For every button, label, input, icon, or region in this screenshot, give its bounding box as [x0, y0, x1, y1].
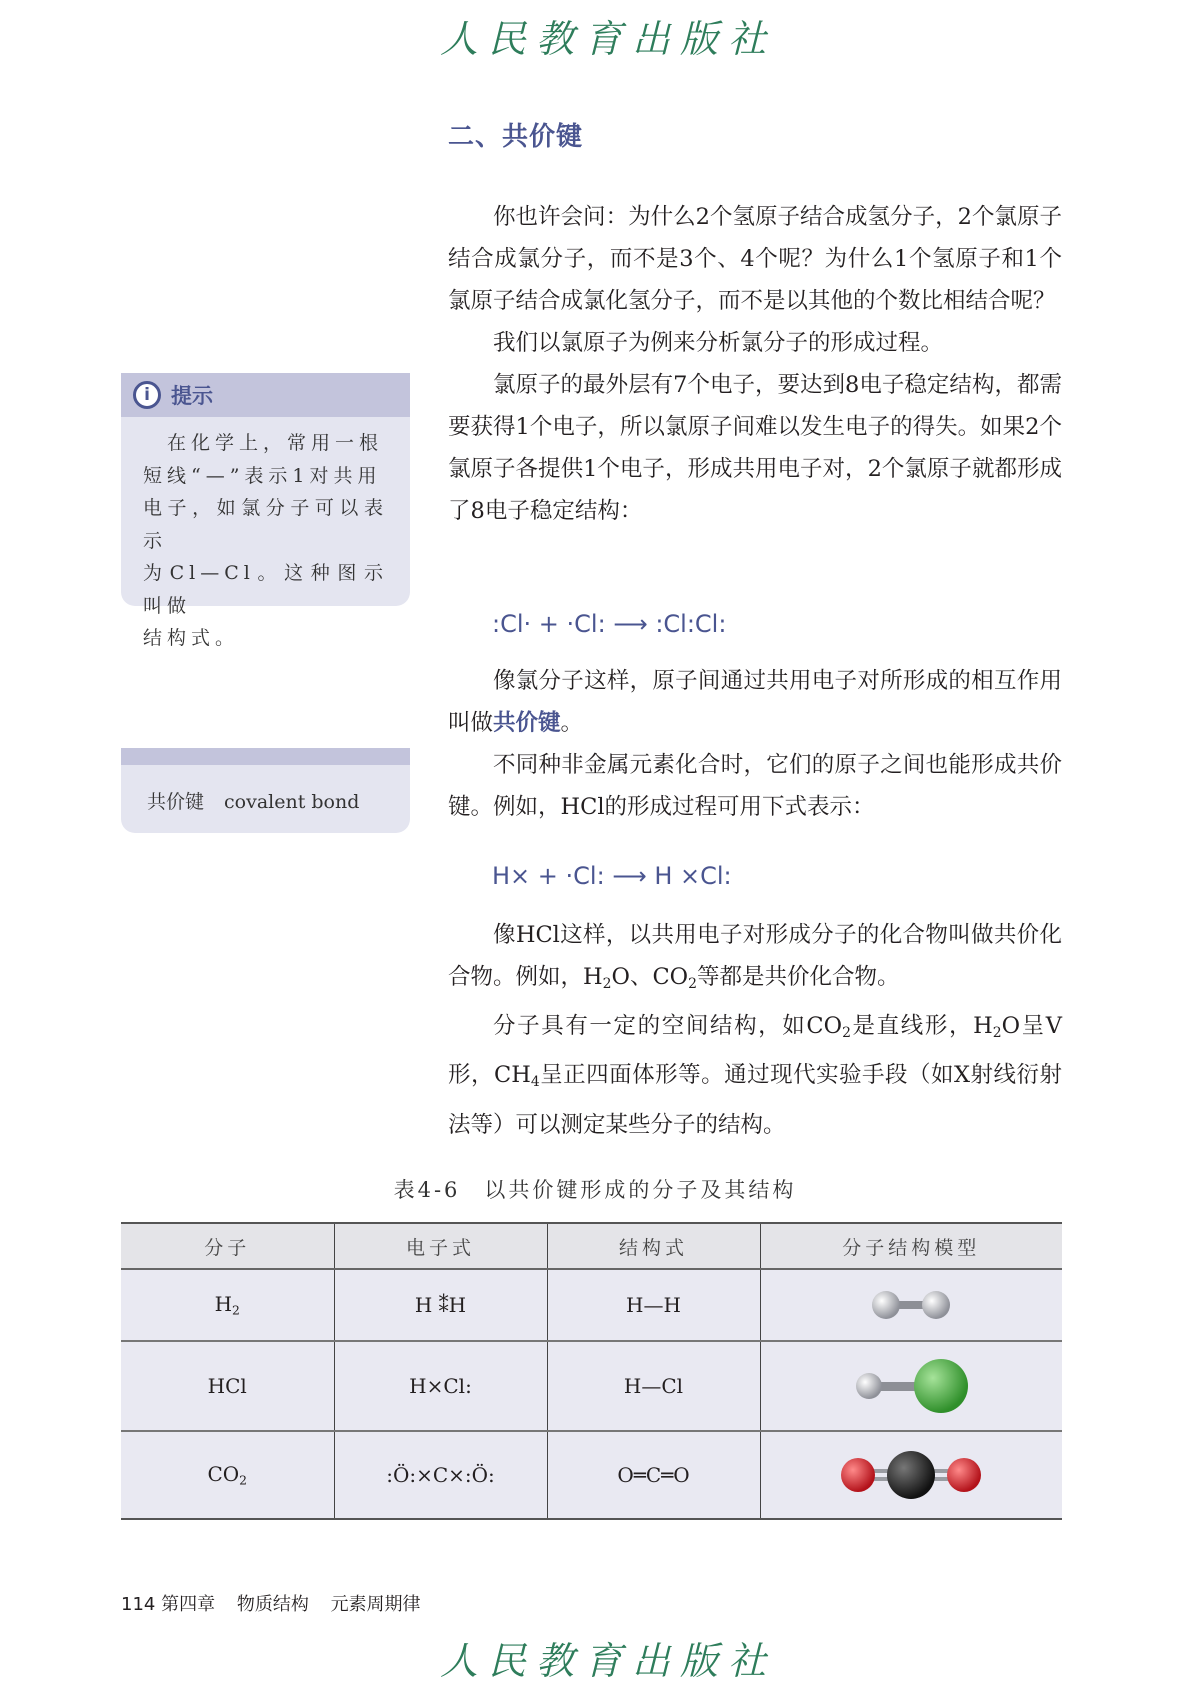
subscript: 2: [992, 1025, 1002, 1042]
subscript: 2: [842, 1025, 851, 1042]
cell-structural: H—Cl: [547, 1341, 760, 1431]
paragraph-3: 氯原子的最外层有7个电子，要达到8电子稳定结构，都需要获得1个电子，所以氯原子间难以发生电子的得失。如果2个氯原子各提供1个电子，形成共用电子对，2个氯原子就都形成了8电子稳定结构：: [448, 372, 1062, 524]
p7-a: 分子具有一定的空间结构，如CO: [493, 1013, 843, 1040]
p6-a: 像HCl这样，以共用电子对形成分子的化合物叫做共价化合物。例如，H: [448, 922, 1062, 990]
subscript: 2: [232, 1302, 240, 1318]
tip-box: [121, 373, 410, 649]
p4-end: 。: [560, 710, 584, 736]
cell-structural: H—H: [547, 1269, 760, 1341]
tip-line: 为Cl—Cl。这种图示叫做: [143, 562, 388, 617]
term-covalent-bond: 共价键: [493, 710, 561, 736]
chapter-title-2: 元素周期律: [330, 1594, 421, 1615]
p7-d: 呈正四面体形等。通过现代实验手段（如X射线衍射法等）可以测定某些分子的结构。: [448, 1062, 1062, 1138]
tip-line: 在化学上，常用一根: [143, 432, 384, 454]
cell-electron: H×Cl:: [334, 1341, 547, 1431]
hcl-model-icon: [851, 1356, 971, 1416]
cell-molecule: [121, 1431, 334, 1519]
h2-model-icon: [866, 1285, 956, 1325]
header-electron-formula: 电子式: [334, 1223, 547, 1269]
cell-structural: O═C═O: [547, 1431, 760, 1519]
cell-electron: H ⁑H: [334, 1269, 547, 1341]
publisher-logo-top: 人民教育出版社: [440, 17, 777, 61]
co2-model-icon: [836, 1448, 986, 1502]
p7-c: O呈V形，CH: [448, 1013, 1062, 1089]
term-box-header-bar: [121, 748, 410, 765]
paragraph-5: 不同种非金属元素化合时，它们的原子之间也能形成共价键。例如，HCl的形成过程可用下式表示：: [448, 752, 1062, 820]
tip-box-title: 提示: [171, 384, 213, 408]
tip-line: 电子，如氯分子可以表示: [143, 497, 388, 552]
chapter-title-1: 物质结构: [236, 1594, 309, 1615]
chapter-label: 第四章: [161, 1594, 216, 1615]
table-row: [121, 1269, 1062, 1341]
tip-box-header: [121, 373, 410, 417]
cell-molecule: [121, 1269, 334, 1341]
tip-box-body: [121, 417, 410, 655]
info-icon: i: [133, 381, 161, 409]
body-block-3: [448, 914, 1062, 1146]
p7-b: 是直线形，H: [850, 1013, 993, 1040]
paragraph-2: 我们以氯原子为例来分析氯分子的形成过程。: [493, 330, 944, 356]
tip-line: 短线“—”表示1对共用: [143, 464, 382, 487]
term-zh: 共价键: [147, 791, 205, 813]
cell-molecule: [121, 1341, 334, 1431]
page-footer: [121, 1590, 421, 1616]
equation-hcl-formation: H× + ·Cl: ⟶ H ×Cl:: [492, 862, 732, 890]
glossary-term-box: [121, 748, 410, 833]
body-block-2: [448, 660, 1062, 828]
table-row: [121, 1341, 1062, 1431]
tip-line: 结构式。: [143, 627, 240, 649]
subscript: 2: [239, 1472, 248, 1488]
table-header-row: [121, 1223, 1062, 1269]
molecule-name: CO: [207, 1462, 240, 1487]
subscript: 4: [530, 1074, 540, 1091]
table-caption: 表4-6 以共价键形成的分子及其结构: [393, 1178, 797, 1202]
page-number: 114: [121, 1594, 156, 1615]
cell-electron: :Ö:×C×:Ö:: [334, 1431, 547, 1519]
term-en: covalent bond: [224, 791, 360, 813]
cell-model: [760, 1341, 1062, 1431]
header-molecule: 分子: [121, 1223, 334, 1269]
term-row: [121, 765, 410, 814]
paragraph-7: [448, 1005, 1062, 1145]
section-title: 二、共价键: [448, 122, 584, 152]
paragraph-1: 你也许会问：为什么2个氢原子结合成氢分子，2个氯原子结合成氯分子，而不是3个、4个呢？为什么1个氢原子和1个氯原子结合成氯化氢分子，而不是以其他的个数比相结合呢？: [448, 204, 1062, 314]
table-row: [121, 1431, 1062, 1519]
paragraph-4: [448, 660, 1062, 744]
subscript: 2: [688, 976, 697, 993]
cell-model: [760, 1269, 1062, 1341]
header-structural-formula: 结构式: [547, 1223, 760, 1269]
subscript: 2: [602, 976, 612, 993]
molecule-name: HCl: [207, 1374, 247, 1398]
publisher-logo-bottom: 人民教育出版社: [440, 1639, 777, 1683]
header-model: 分子结构模型: [760, 1223, 1062, 1269]
equation-cl2-formation: :Cl· + ·Cl: ⟶ :Cl:Cl:: [492, 610, 727, 638]
p4-text: 像氯分子这样，原子间通过共用电子对所形成的相互作用叫做: [448, 668, 1062, 736]
molecule-table: [121, 1222, 1062, 1520]
body-block-1: [448, 196, 1062, 532]
p6-c: 等都是共价化合物。: [696, 964, 900, 990]
paragraph-6: [448, 914, 1062, 1005]
p6-b: O、CO: [611, 964, 689, 990]
cell-model: [760, 1431, 1062, 1519]
molecule-name: H: [214, 1292, 233, 1317]
